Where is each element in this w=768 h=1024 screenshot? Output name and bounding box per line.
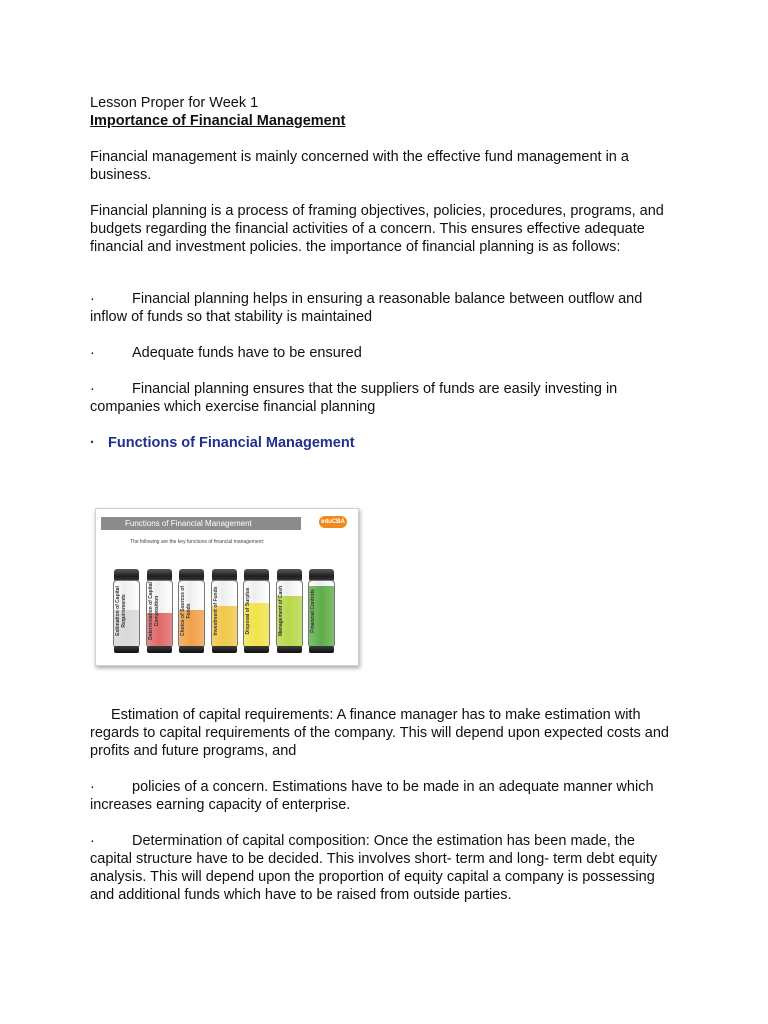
list-item bbox=[90, 344, 690, 362]
functions-heading bbox=[90, 434, 355, 452]
jar-base bbox=[277, 646, 302, 653]
list-item-text: Adequate funds have to be ensured bbox=[132, 345, 362, 361]
jar-item bbox=[177, 569, 206, 653]
jar-label: Management of Cash bbox=[277, 585, 284, 637]
page-title: Importance of Financial Management bbox=[90, 113, 346, 129]
list-item bbox=[90, 778, 680, 814]
intro-paragraph: Financial management is mainly concerned with the effective fund management in a business. bbox=[90, 149, 629, 183]
jar-body bbox=[146, 580, 173, 648]
jar-body bbox=[178, 580, 205, 648]
jar-body bbox=[276, 580, 303, 648]
jar-label: Disposal of Surplus bbox=[245, 587, 251, 635]
figure-subtitle: The following are the key functions of financial management: bbox=[130, 539, 265, 545]
jar-base bbox=[244, 646, 269, 653]
jar-item bbox=[242, 569, 271, 653]
jar-body bbox=[211, 580, 238, 648]
jar-base bbox=[309, 646, 334, 653]
list-item-text: Financial planning ensures that the suppliers of funds are easily investing in companies which exercise financial planning bbox=[90, 381, 618, 415]
jar-base bbox=[212, 646, 237, 653]
jar-label: Estimation of Capital Requirements bbox=[115, 586, 127, 636]
jar-item bbox=[145, 569, 174, 653]
jar-label: Choice of Sources of Funds bbox=[180, 586, 192, 637]
jar-body bbox=[243, 580, 270, 648]
jar-label: Financial Controls bbox=[310, 589, 316, 633]
bullet-icon: · bbox=[90, 833, 95, 849]
list-item-text: Determination of capital composition: Once the estimation has been made, the capital structure have to be decided. This involves short- term and long- term debt equity analysis. This will depend upon the proportion of equity capital a company is possessing and additional funds which have to be raised from outside parties. bbox=[90, 833, 658, 903]
bullet-icon: · bbox=[90, 435, 95, 451]
estimation-paragraph: Estimation of capital requirements: A finance manager has to make estimation with regards to capital requirements of the company. This will depend upon expected costs and profits and future programs, and bbox=[90, 707, 669, 759]
functions-figure bbox=[95, 508, 359, 666]
jar-label: Determination of Capital Composition bbox=[147, 582, 160, 640]
figure-logo-badge: eduCBA bbox=[319, 516, 347, 528]
list-item bbox=[90, 290, 680, 326]
jar-base bbox=[114, 646, 139, 653]
jar-label: Investment of Funds bbox=[212, 586, 219, 636]
bullet-icon: · bbox=[90, 779, 95, 795]
bullet-icon: · bbox=[90, 381, 95, 397]
jar-item bbox=[112, 569, 141, 653]
bullet-icon: · bbox=[90, 345, 95, 361]
jar-body bbox=[308, 580, 335, 648]
list-item bbox=[90, 832, 665, 904]
jar-base bbox=[179, 646, 204, 653]
list-item-text: Financial planning helps in ensuring a reasonable balance between outflow and inflow of funds so that stability is maintained bbox=[90, 291, 643, 325]
functions-heading-text: Functions of Financial Management bbox=[108, 435, 355, 451]
list-item-text: policies of a concern. Estimations have to be made in an adequate manner which increases earning capacity of enterprise. bbox=[90, 779, 654, 813]
figure-title: Functions of Financial Management bbox=[101, 517, 301, 530]
lesson-label: Lesson Proper for Week 1 bbox=[90, 95, 259, 111]
jar-item bbox=[210, 569, 239, 653]
planning-paragraph: Financial planning is a process of framing objectives, policies, procedures, programs, and budgets regarding the financial activities of a concern. This ensures effective adequate financial and investment policies. the importance of financial planning is as follows: bbox=[90, 203, 664, 255]
bullet-icon: · bbox=[90, 291, 95, 307]
jar-item bbox=[275, 569, 304, 653]
jar-item bbox=[307, 569, 336, 653]
list-item bbox=[90, 380, 650, 416]
jar-base bbox=[147, 646, 172, 653]
jar-body bbox=[113, 580, 140, 648]
